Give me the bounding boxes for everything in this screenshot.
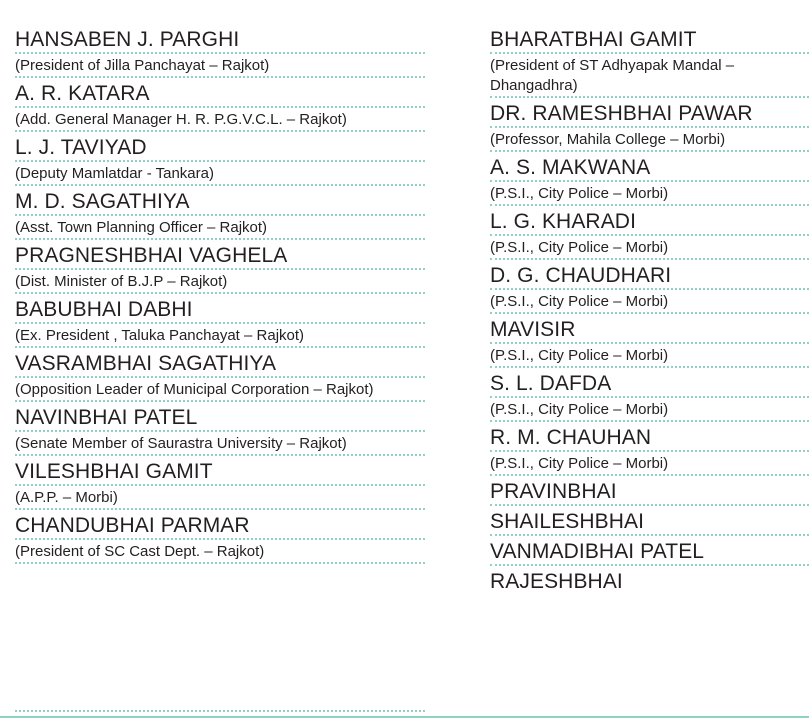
dotted-divider [490, 564, 809, 566]
person-name: L. G. KHARADI [490, 210, 637, 233]
dotted-divider [490, 534, 809, 536]
person-name: VANMADIBHAI PATEL [490, 540, 705, 563]
dotted-divider [15, 130, 425, 132]
list-item [490, 264, 809, 314]
dotted-divider [15, 710, 425, 712]
person-role: (Dist. Minister of B.J.P – Rajkot) [15, 273, 228, 290]
dotted-divider [15, 484, 425, 486]
list-item [490, 28, 809, 98]
list-item [15, 136, 425, 186]
person-role: (Professor, Mahila College – Morbi) [490, 131, 726, 148]
dotted-divider [490, 258, 809, 260]
person-name: PRAGNESHBHAI VAGHELA [15, 244, 288, 267]
person-name: NAVINBHAI PATEL [15, 406, 198, 429]
person-name: DR. RAMESHBHAI PAWAR [490, 102, 753, 125]
dotted-divider [15, 214, 425, 216]
list-item [15, 460, 425, 510]
person-role: (Senate Member of Saurastra University – Rajkot) [15, 435, 347, 452]
person-name: RAJESHBHAI [490, 570, 623, 593]
person-role: (A.P.P. – Morbi) [15, 489, 118, 506]
person-name: BHARATBHAI GAMIT [490, 28, 697, 51]
dotted-divider [490, 288, 809, 290]
person-role: (President of Jilla Panchayat – Rajkot) [15, 57, 270, 74]
person-role: (Asst. Town Planning Officer – Rajkot) [15, 219, 268, 236]
dotted-divider [15, 376, 425, 378]
list-item [490, 210, 809, 260]
person-role: (P.S.I., City Police – Morbi) [490, 239, 669, 256]
person-role: (P.S.I., City Police – Morbi) [490, 455, 669, 472]
list-item [490, 426, 809, 476]
dotted-divider [490, 180, 809, 182]
dotted-divider [15, 400, 425, 402]
dotted-divider [15, 562, 425, 564]
dotted-divider [15, 538, 425, 540]
dotted-divider [490, 366, 809, 368]
list-item [15, 298, 425, 348]
bottom-rule [0, 716, 809, 718]
list-item [15, 190, 425, 240]
list-item [490, 372, 809, 422]
dotted-divider [490, 504, 809, 506]
dotted-divider [15, 76, 425, 78]
person-role: (Add. General Manager H. R. P.G.V.C.L. – Rajkot) [15, 111, 347, 128]
dotted-divider [15, 430, 425, 432]
list-item [490, 540, 809, 566]
dotted-divider [490, 52, 809, 54]
person-name: BABUBHAI DABHI [15, 298, 193, 321]
dotted-divider [15, 268, 425, 270]
list-item [490, 156, 809, 206]
list-item [490, 510, 809, 536]
person-name: L. J. TAVIYAD [15, 136, 147, 159]
left-column [15, 0, 425, 566]
dotted-divider [490, 312, 809, 314]
person-role: (P.S.I., City Police – Morbi) [490, 293, 669, 310]
dotted-divider [490, 474, 809, 476]
dotted-divider [490, 96, 809, 98]
dotted-divider [15, 52, 425, 54]
person-role: (Ex. President , Taluka Panchayat – Rajkot) [15, 327, 305, 344]
person-name: M. D. SAGATHIYA [15, 190, 190, 213]
person-name: SHAILESHBHAI [490, 510, 645, 533]
person-role: (P.S.I., City Police – Morbi) [490, 347, 669, 364]
dotted-divider [490, 396, 809, 398]
person-role: (P.S.I., City Police – Morbi) [490, 185, 669, 202]
person-role: (Deputy Mamlatdar - Tankara) [15, 165, 214, 182]
dotted-divider [15, 346, 425, 348]
dotted-divider [15, 160, 425, 162]
person-role: (President of ST Adhyapak Mandal – Dhangadhra) [490, 57, 735, 94]
dotted-divider [490, 450, 809, 452]
person-name: CHANDUBHAI PARMAR [15, 514, 250, 537]
list-item [15, 514, 425, 564]
list-item [15, 28, 425, 78]
person-name: S. L. DAFDA [490, 372, 612, 395]
list-item [15, 406, 425, 456]
dotted-divider [15, 106, 425, 108]
dotted-divider [15, 238, 425, 240]
dotted-divider [15, 184, 425, 186]
person-name: A. R. KATARA [15, 82, 150, 105]
list-item [15, 352, 425, 402]
dotted-divider [15, 322, 425, 324]
list-item [490, 480, 809, 506]
dotted-divider [15, 508, 425, 510]
dotted-divider [15, 454, 425, 456]
list-item [15, 244, 425, 294]
list-item [15, 82, 425, 132]
person-name: R. M. CHAUHAN [490, 426, 652, 449]
dotted-divider [490, 204, 809, 206]
person-name: VASRAMBHAI SAGATHIYA [15, 352, 277, 375]
list-item [490, 318, 809, 368]
person-name: MAVISIR [490, 318, 576, 341]
dotted-divider [490, 126, 809, 128]
dotted-divider [490, 420, 809, 422]
dotted-divider [490, 150, 809, 152]
person-name: VILESHBHAI GAMIT [15, 460, 213, 483]
person-name: A. S. MAKWANA [490, 156, 651, 179]
list-item [490, 570, 809, 594]
person-role: (P.S.I., City Police – Morbi) [490, 401, 669, 418]
person-name: PRAVINBHAI [490, 480, 617, 503]
person-role: (President of SC Cast Dept. – Rajkot) [15, 543, 265, 560]
list-item [490, 102, 809, 152]
person-name: D. G. CHAUDHARI [490, 264, 672, 287]
dotted-divider [490, 234, 809, 236]
dotted-divider [15, 292, 425, 294]
dotted-divider [490, 342, 809, 344]
person-role: (Opposition Leader of Municipal Corporation – Rajkot) [15, 381, 374, 398]
right-column [490, 0, 809, 594]
person-name: HANSABEN J. PARGHI [15, 28, 240, 51]
